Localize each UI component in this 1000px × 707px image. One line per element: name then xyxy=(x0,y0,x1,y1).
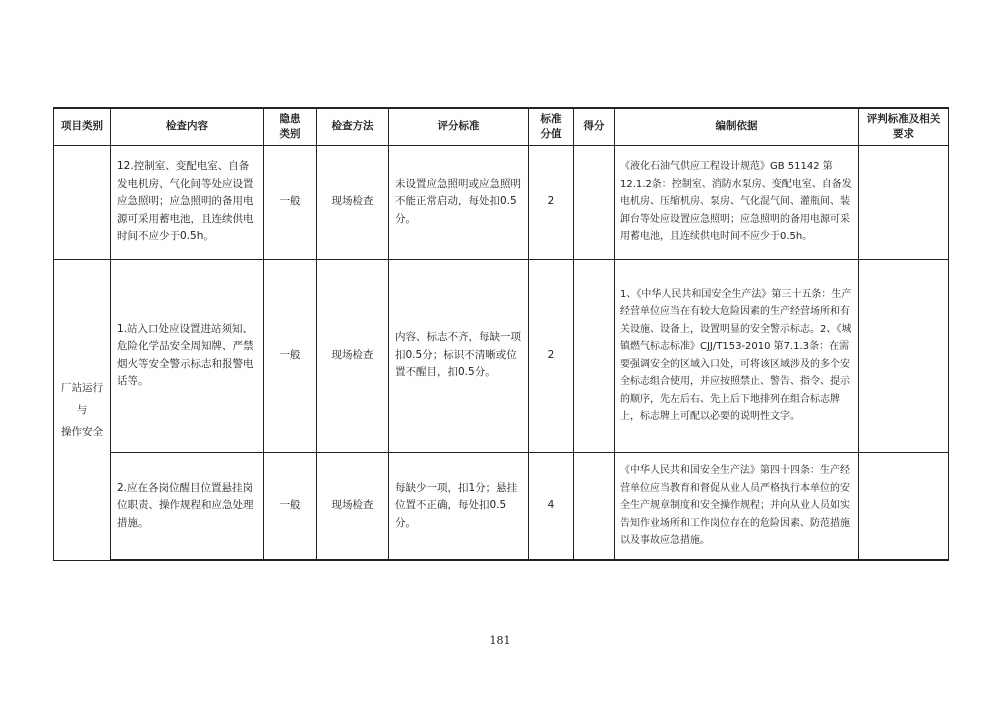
header-score-line1: 标准 xyxy=(540,112,562,125)
basis-cell: 《中华人民共和国安全生产法》第四十四条：生产经营单位应当教育和督促从业人员严格执行本单位的安全生产规章制度和安全操作规程；并向从业人员如实告知作业场所和工作岗位存在的危险因素、防范措施以及事故应急措施。 xyxy=(615,452,859,560)
content-cell: 2.应在各岗位醒目位置悬挂岗位职责、操作规程和应急处理措施。 xyxy=(111,452,264,560)
header-criteria: 评分标准 xyxy=(389,108,529,145)
criteria-cell: 内容、标志不齐，每缺一项扣0.5分；标识不清晰或位置不醒目，扣0.5分。 xyxy=(389,259,529,452)
header-row xyxy=(54,108,949,145)
header-score xyxy=(529,108,574,145)
criteria-cell: 每缺少一项，扣1分；悬挂位置不正确，每处扣0.5分。 xyxy=(389,452,529,560)
score-cell: 4 xyxy=(529,452,574,560)
criteria-cell: 未设置应急照明或应急照明不能正常启动，每处扣0.5分。 xyxy=(389,145,529,259)
method-cell: 现场检查 xyxy=(317,145,389,259)
content-cell: 1.站入口处应设置进站须知、危险化学品安全周知牌、严禁烟火等安全警示标志和报警电话等。 xyxy=(111,259,264,452)
table-row xyxy=(54,452,949,560)
header-got: 得分 xyxy=(574,108,615,145)
got-cell xyxy=(574,145,615,259)
method-cell: 现场检查 xyxy=(317,259,389,452)
remark-cell xyxy=(859,259,949,452)
page-number: 181 xyxy=(489,634,511,647)
category-cell xyxy=(54,259,111,560)
header-score-line2: 分值 xyxy=(540,127,562,140)
header-remark xyxy=(859,108,949,145)
method-cell: 现场检查 xyxy=(317,452,389,560)
category-line2: 与 xyxy=(76,403,88,416)
score-cell: 2 xyxy=(529,145,574,259)
header-method: 检查方法 xyxy=(317,108,389,145)
remark-cell xyxy=(859,145,949,259)
remark-cell xyxy=(859,452,949,560)
table-row xyxy=(54,259,949,452)
header-category: 项目类别 xyxy=(54,108,111,145)
basis-cell: 1、《中华人民共和国安全生产法》第三十五条：生产经营单位应当在有较大危险因素的生产经营场所和有关设施、设备上，设置明显的安全警示标志。2、《城镇燃气标志标准》CJJ/T153-2010 第7.1.3条：在需要强调安全的区域入口处，可将该区域涉及的多个安全标志组合使用，并应按照禁止、警告、指令、提示的顺序，先左后右、先上后下地排列在组合标志牌上，标志牌上可配以必要的说明性文字。 xyxy=(615,259,859,452)
basis-cell: 《液化石油气供应工程设计规范》GB 51142 第12.1.2条：控制室、消防水泵房、变配电室、自备发电机房、压缩机房、泵房、气化混气间、灌瓶间、装卸台等处应设置应急照明；应急照明的备用电源可采用蓄电池，且连续供电时间不应少于0.5h。 xyxy=(615,145,859,259)
header-remark-line2: 要求 xyxy=(893,127,914,140)
got-cell xyxy=(574,259,615,452)
inspection-table xyxy=(53,107,949,561)
category-line3: 操作安全 xyxy=(61,425,103,438)
header-remark-line1: 评判标准及相关 xyxy=(866,112,941,125)
hazard-cell: 一般 xyxy=(264,259,317,452)
category-cell-empty xyxy=(54,145,111,259)
got-cell xyxy=(574,452,615,560)
header-basis: 编制依据 xyxy=(615,108,859,145)
header-hazard xyxy=(264,108,317,145)
hazard-cell: 一般 xyxy=(264,452,317,560)
category-line1: 厂站运行 xyxy=(61,381,103,394)
content-cell: 12.控制室、变配电室、自备发电机房、气化间等处应设置应急照明；应急照明的备用电源可采用蓄电池，且连续供电时间不应少于0.5h。 xyxy=(111,145,264,259)
table-row xyxy=(54,145,949,259)
score-cell: 2 xyxy=(529,259,574,452)
header-hazard-line1: 隐患 xyxy=(279,112,301,125)
header-content: 检查内容 xyxy=(111,108,264,145)
hazard-cell: 一般 xyxy=(264,145,317,259)
header-hazard-line2: 类别 xyxy=(279,127,301,140)
